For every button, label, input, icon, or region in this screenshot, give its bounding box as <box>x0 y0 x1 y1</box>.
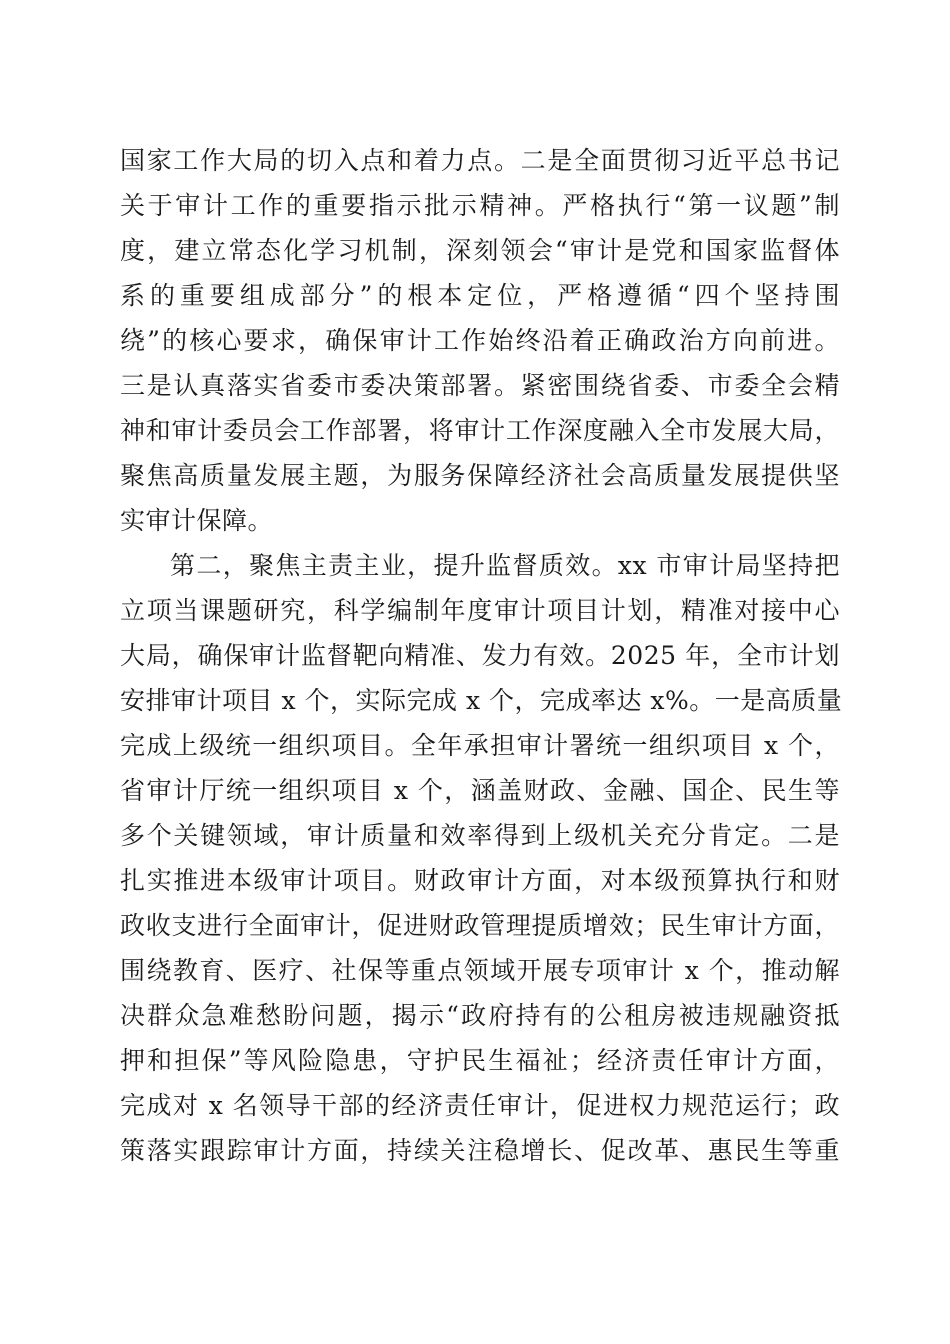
text-line: 三是认真落实省委市委决策部署。紧密围绕省委、市委全会精 <box>120 371 840 400</box>
text-line: 立项当课题研究，科学编制年度审计项目计划，精准对接中心 <box>120 596 840 625</box>
text-line: 国家工作大局的切入点和着力点。二是全面贯彻习近平总书记 <box>120 146 840 175</box>
text-line: 度，建立常态化学习机制，深刻领会“审计是党和国家监督体 <box>120 236 840 265</box>
section-heading-line: 第二，聚焦主责主业，提升监督质效。xx 市审计局坚持把 <box>170 551 840 580</box>
text-line: 完成上级统一组织项目。全年承担审计署统一组织项目 x 个， <box>120 731 840 760</box>
text-line: 绕”的核心要求，确保审计工作始终沿着正确政治方向前进。 <box>120 326 840 355</box>
text-line: 策落实跟踪审计方面，持续关注稳增长、促改革、惠民生等重 <box>120 1136 840 1165</box>
text-line: 扎实推进本级审计项目。财政审计方面，对本级预算执行和财 <box>120 866 840 895</box>
text-line: 系的重要组成部分”的根本定位，严格遵循“四个坚持围 <box>120 281 840 310</box>
text-line: 神和审计委员会工作部署，将审计工作深度融入全市发展大局， <box>120 416 840 445</box>
text-line: 多个关键领域，审计质量和效率得到上级机关充分肯定。二是 <box>120 821 840 850</box>
text-line: 押和担保”等风险隐患，守护民生福祉；经济责任审计方面， <box>120 1046 840 1075</box>
text-line: 完成对 x 名领导干部的经济责任审计，促进权力规范运行；政 <box>120 1091 840 1120</box>
text-line: 聚焦高质量发展主题，为服务保障经济社会高质量发展提供坚 <box>120 461 840 490</box>
text-line: 围绕教育、医疗、社保等重点领域开展专项审计 x 个，推动解 <box>120 956 840 985</box>
text-line: 政收支进行全面审计，促进财政管理提质增效；民生审计方面， <box>120 911 840 940</box>
text-line: 决群众急难愁盼问题，揭示“政府持有的公租房被违规融资抵 <box>120 1001 840 1030</box>
text-line: 安排审计项目 x 个，实际完成 x 个，完成率达 x%。一是高质量 <box>120 686 843 715</box>
text-line: 省审计厅统一组织项目 x 个，涵盖财政、金融、国企、民生等 <box>120 776 840 805</box>
text-line: 大局，确保审计监督靶向精准、发力有效。2025 年，全市计划 <box>120 641 840 670</box>
paragraph-end-line: 实审计保障。 <box>120 506 274 535</box>
text-line: 关于审计工作的重要指示批示精神。严格执行“第一议题”制 <box>120 191 840 220</box>
